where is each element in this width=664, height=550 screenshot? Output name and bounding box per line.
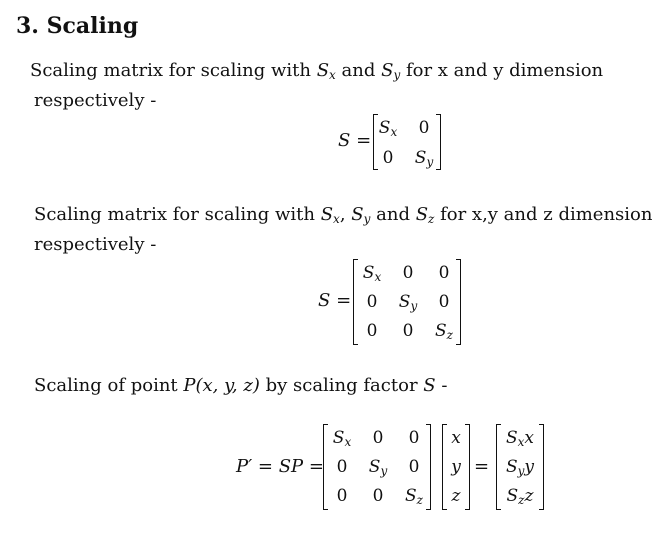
para1-text-post: for x and y dimension — [400, 60, 604, 81]
matrix-2x2 — [373, 114, 441, 170]
eq3-equals: = — [474, 456, 490, 477]
res-cell-szz: $S_zz$ — [506, 486, 534, 507]
m3-cell-sy: $S_y$ — [398, 292, 418, 313]
para2-text-pre: Scaling matrix for scaling with — [34, 204, 321, 225]
paragraph-point-scaling — [34, 371, 447, 401]
m4-cell-zero: 0 — [372, 428, 384, 448]
m2-cell-zero: 0 — [418, 118, 430, 138]
eq3-lhs: P′ = SP = — [236, 456, 324, 477]
m3-cell-zero: 0 — [438, 292, 450, 312]
symbol-sx: $S_x$ — [320, 204, 340, 226]
para2-line2: respectively - — [34, 234, 157, 255]
section-title: 3. Scaling — [16, 13, 139, 39]
matrix-3x3 — [353, 259, 461, 345]
symbol-sz: $S_z$ — [415, 204, 435, 226]
m2-cell-zero: 0 — [382, 148, 394, 168]
paragraph-3d-scaling — [34, 200, 652, 230]
m3-cell-zero: 0 — [366, 321, 378, 341]
point-p-xyz: P(x, y, z) — [183, 375, 260, 396]
eq1-lhs: S = — [338, 130, 372, 151]
m4-cell-zero: 0 — [336, 457, 348, 477]
paragraph-2d-scaling — [30, 56, 603, 86]
para2-text-comma: , — [339, 204, 352, 225]
para1-text-and: and — [335, 60, 382, 81]
m4-cell-sy: $S_y$ — [368, 457, 388, 478]
para3-text-pre: Scaling of point — [34, 375, 184, 396]
m4-cell-zero: 0 — [372, 486, 384, 506]
m2-cell-sx: $S_x$ — [378, 118, 398, 139]
vec-cell-y: y — [451, 457, 461, 477]
eq2-lhs: S = — [318, 290, 352, 311]
m3-cell-zero: 0 — [366, 292, 378, 312]
m4-cell-sz: $S_z$ — [405, 486, 423, 507]
para1-text-pre: Scaling matrix for scaling with — [30, 60, 317, 81]
m4-cell-zero: 0 — [408, 457, 420, 477]
m4-cell-zero: 0 — [408, 428, 420, 448]
para2-text-post: for x,y and z dimension — [434, 204, 653, 225]
m3-cell-zero: 0 — [438, 263, 450, 283]
para3-text-mid: by scaling factor — [259, 375, 424, 396]
symbol-sy: $S_y$ — [351, 204, 371, 226]
vec-cell-x: x — [451, 428, 461, 448]
m3-cell-zero: 0 — [402, 321, 414, 341]
symbol-sy: $S_y$ — [381, 60, 401, 82]
res-cell-syy: $S_yy$ — [505, 457, 535, 478]
m3-cell-sz: $S_z$ — [435, 321, 453, 342]
res-cell-sxx: $S_xx$ — [505, 428, 535, 449]
m3-cell-sx: $S_x$ — [362, 263, 382, 284]
m4-cell-zero: 0 — [336, 486, 348, 506]
m3-cell-zero: 0 — [402, 263, 414, 283]
vector-result — [496, 424, 544, 510]
matrix-3x3-scaling — [323, 424, 431, 510]
m4-cell-sx: $S_x$ — [332, 428, 352, 449]
vec-cell-z: z — [451, 486, 461, 506]
symbol-sx: $S_x$ — [316, 60, 336, 82]
para2-text-and: and — [370, 204, 416, 225]
symbol-s: S — [423, 375, 436, 396]
para3-text-post: - — [435, 375, 448, 396]
vector-xyz — [442, 424, 470, 510]
para1-line2: respectively - — [34, 90, 157, 111]
m2-cell-sy: $S_y$ — [414, 148, 434, 169]
